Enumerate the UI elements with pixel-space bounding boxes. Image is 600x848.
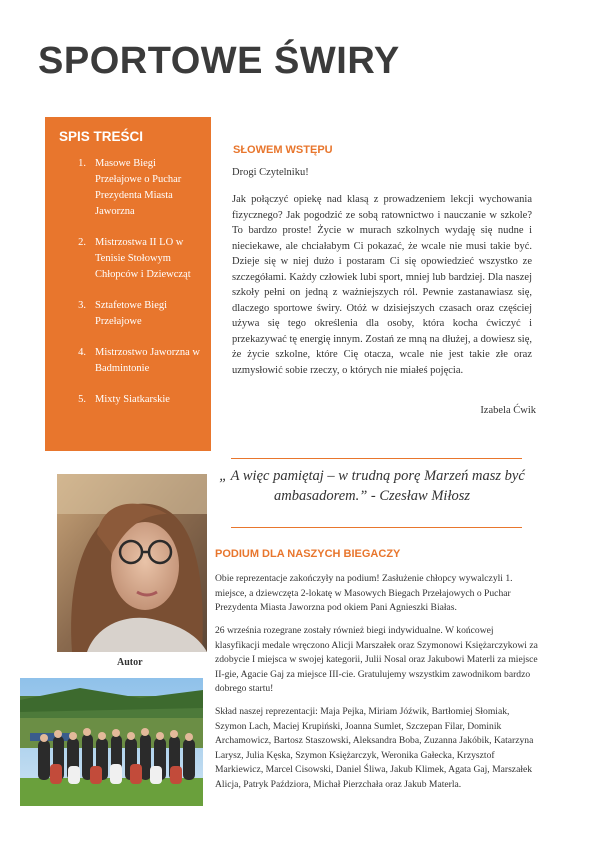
- toc-item[interactable]: 2. Mistrzostwa II LO w Tenisie Stołowym Chłopców i Dziewcząt: [78, 237, 191, 280]
- toc-heading: SPIS TREŚCI: [59, 129, 144, 144]
- toc-item[interactable]: 1. Masowe Biegi Przełajowe o Puchar Prezydenta Miasta Jaworzna: [78, 158, 182, 217]
- intro-body: Jak połączyć opiekę nad klasą z prowadzeniem lekcji wychowania fizycznego? Jak pogodzić ze sobą ratownictwo i nauczanie w szkole? To bardzo proste! Życie w murach szkolnych wydaję się nudne i nieciekawe, ale chciałabym Ci pokazać, że wcale nie musi takie być. Dzieje się w niej dużo i postaram Ci się opowiedzieć wszystko ze szczegółami. Każdy człowiek lubi sport, mniej lub bardziej. Dla naszej szkoły pełni on jedną z ważniejszych ról. Pewnie zastanawiasz się, dlaczego sportowe świry. Otóż w dzisiejszych czasach oraz częściej używa się tego określenia dla osoby, która kocha ćwiczyć i przekazywać tę energię innym. Zostań ze mną na dłużej, a dowiesz się, że życie szkolne, które Cię otacza, wcale nie jest takie złe oraz uzmysłowić sobie rzeczy, o których nie miałeś pojęcia.: [232, 194, 532, 376]
- podium-paragraph-3: Skład naszej reprezentacji: Maja Pejka, Miriam Jóźwik, Bartłomiej Słomiak, Szymon Lach, Maciej Krupiński, Joanna Sumlet, Szczepan Filar, Dominik Archamowicz, Bartosz Staszowski, Aleksandra Boba, Zuzanna Jakóbik, Katarzyna Larysz, Julia Kęska, Szymon Księżarczyk, Weronika Gałecka, Krzysztof Markiewicz, Marcel Cisowski, Daniel Śliwa, Jakub Klimek, Agata Gaj, Marszałek Alicja, Patryk Paździora, Michał Pierzchała oraz Jakub Materla.: [215, 706, 534, 790]
- toc-list: [59, 156, 201, 408]
- table-of-contents: [45, 117, 211, 451]
- intro-signature: Izabela Ćwik: [480, 405, 536, 416]
- quote: „ A więc pamiętaj – w trudną porę Marzeń masz być ambasadorem.” - Czesław Miłosz: [219, 468, 525, 504]
- author-caption: Autor: [117, 657, 143, 668]
- toc-item[interactable]: 3. Sztafetowe Biegi Przełajowe: [78, 300, 168, 327]
- author-photo: [57, 474, 207, 652]
- intro-heading: SŁOWEM WSTĘPU: [233, 144, 333, 156]
- quote-rule-top: [231, 458, 522, 459]
- toc-item[interactable]: 5. Mixty Siatkarskie: [78, 394, 170, 405]
- quote-rule-bottom: [231, 527, 522, 528]
- toc-item[interactable]: 4. Mistrzostwo Jaworzna w Badmintonie: [78, 347, 200, 374]
- podium-paragraph-1: Obie reprezentacje zakończyły na podium! Zasłużenie chłopcy wywalczyli 1. miejsce, a dziewczęta 2-lokatę w Masowych Biegach Przełajowych o Puchar Prezydenta Miasta Jaworzna pod okiem Pani Agnieszki Białas.: [215, 573, 513, 613]
- podium-paragraph-2: 26 września rozegrane zostały również biegi indywidualne. W końcowej klasyfikacji medale wręczono Alicji Marszałek oraz Szymonowi Księżarczykowi za zdobycie I miejsca w swojej kategorii, Julii Nosal oraz Jakubowi Materli za miejsce II-gie, Agacie Gaj za miejsce III-cie. Gratulujemy wszystkim zawodnikom bardzo dobrego startu!: [215, 625, 538, 694]
- podium-heading: PODIUM DLA NASZYCH BIEGACZY: [215, 548, 401, 560]
- page-title: SPORTOWE ŚWIRY: [38, 40, 400, 82]
- intro-greeting: Drogi Czytelniku!: [232, 167, 309, 178]
- team-photo: [20, 678, 203, 806]
